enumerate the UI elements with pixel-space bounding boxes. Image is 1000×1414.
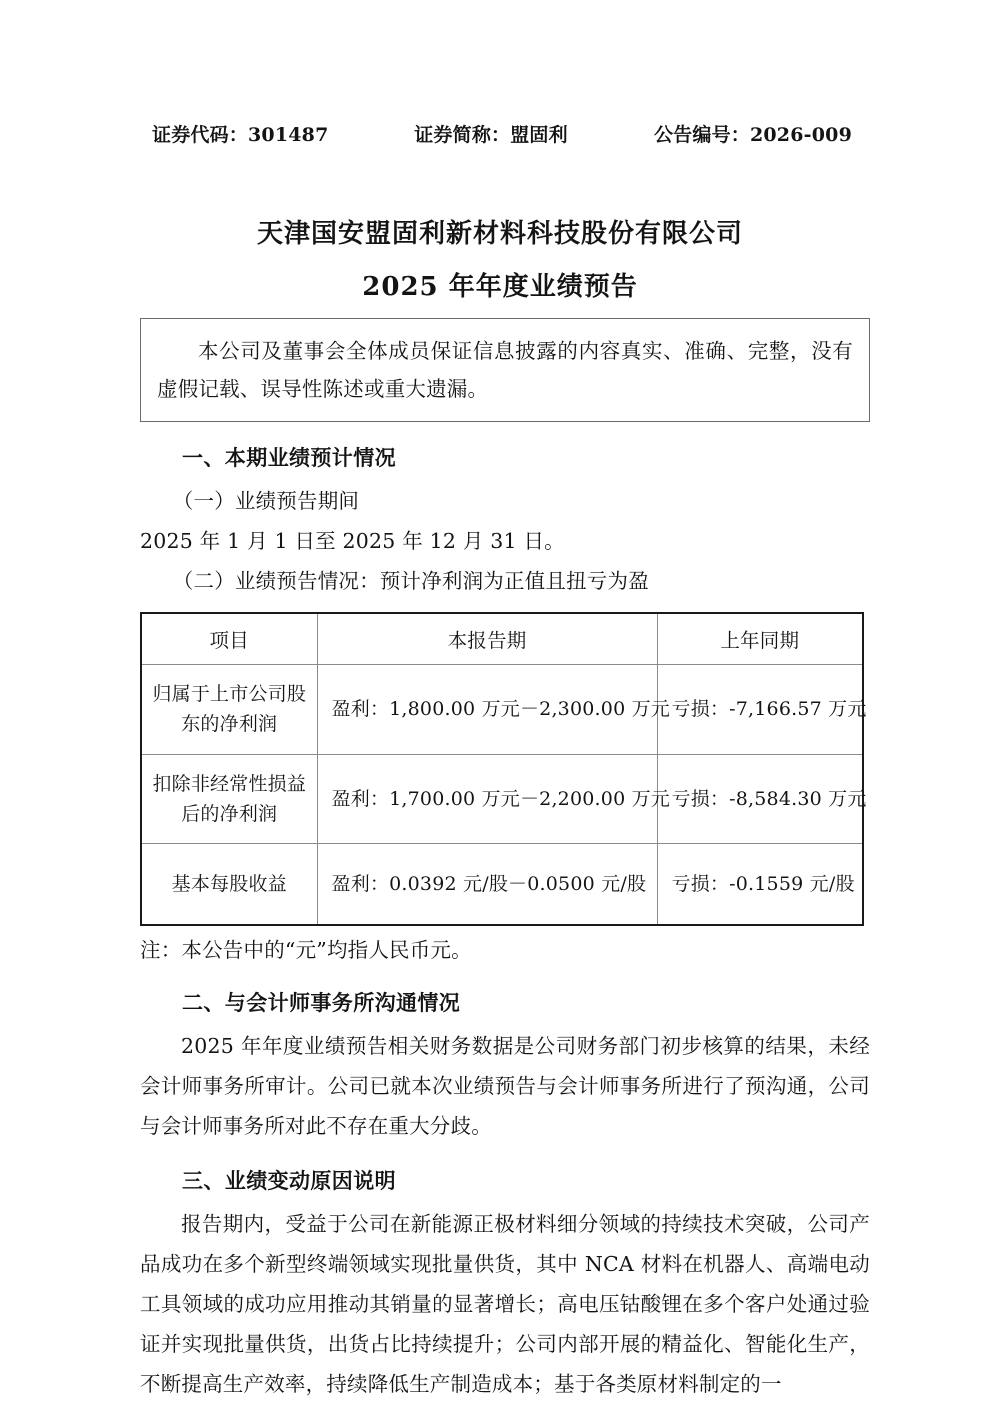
- row-label-net-profit: 归属于上市公司股东的净利润: [141, 664, 317, 754]
- financial-table-wrapper: [140, 612, 870, 927]
- document-header: [152, 120, 852, 147]
- row-label-basic-eps: 基本每股收益: [141, 844, 317, 926]
- forecast-period-text: 2025 年 1 月 1 日至 2025 年 12 月 31 日。: [140, 528, 565, 553]
- row-previous-deducted-net-profit: 亏损：-8,584.30 万元: [657, 754, 863, 844]
- title-block: [0, 218, 1000, 303]
- document-body: [140, 424, 870, 1405]
- row-previous-basic-eps: 亏损：-0.1559 元/股: [657, 844, 863, 926]
- document-title: 2025 年年度业绩预告: [362, 271, 638, 302]
- row-current-deducted-net-profit: 盈利：1,700.00 万元－2,200.00 万元: [317, 754, 657, 844]
- disclaimer-text: 本公司及董事会全体成员保证信息披露的内容真实、准确、完整，没有虚假记载、误导性陈述或重大遗漏。: [157, 339, 853, 401]
- row-current-basic-eps: 盈利：0.0392 元/股－0.0500 元/股: [317, 844, 657, 926]
- security-code: 证券代码：301487: [152, 124, 329, 146]
- table-note: 注：本公告中的“元”均指人民币元。: [140, 938, 472, 963]
- col-header-item: 项目: [141, 613, 317, 665]
- table-row: [141, 664, 863, 754]
- row-label-deducted-net-profit: 扣除非经常性损益后的净利润: [141, 754, 317, 844]
- table-row: [141, 844, 863, 926]
- section-heading-two: 二、与会计师事务所沟通情况: [182, 990, 461, 1016]
- col-header-prior-period: 上年同期: [657, 613, 863, 665]
- section-heading-one: 一、本期业绩预计情况: [182, 445, 396, 470]
- row-previous-net-profit: 亏损：-7,166.57 万元: [657, 664, 863, 754]
- section-heading-three: 三、业绩变动原因说明: [182, 1168, 396, 1194]
- disclaimer-box: [140, 318, 870, 422]
- financial-forecast-table: [140, 612, 867, 927]
- subsection-heading-one: （一）业绩预告期间: [172, 488, 360, 513]
- table-row: [141, 754, 863, 844]
- company-title: 天津国安盟固利新材料科技股份有限公司: [256, 219, 743, 249]
- row-current-net-profit: 盈利：1,800.00 万元－2,300.00 万元: [317, 664, 657, 754]
- subsection-heading-two: （二）业绩预告情况：预计净利润为正值且扭亏为盈: [172, 568, 649, 593]
- section-three-paragraph: 报告期内，受益于公司在新能源正极材料细分领域的持续技术突破，公司产品成功在多个新型终端领域实现批量供货，其中 NCA 材料在机器人、高端电动工具领域的成功应用推动其销量的显著增长；高电压钴酸锂在多个客户处通过验证并实现批量供货，出货占比持续提升；公司内部开展的精益化、智能化生产，不断提高生产效率，持续降低生产制造成本；基于各类原材料制定的一: [140, 1211, 870, 1396]
- security-short-name: 证券简称：盟固利: [414, 124, 568, 146]
- col-header-current-period: 本报告期: [317, 613, 657, 665]
- announcement-number: 公告编号：2026-009: [653, 124, 852, 146]
- section-two-paragraph: 2025 年年度业绩预告相关财务数据是公司财务部门初步核算的结果，未经会计师事务所审计。公司已就本次业绩预告与会计师事务所进行了预沟通，公司与会计师事务所对此不存在重大分歧。: [140, 1034, 870, 1139]
- table-header-row: [141, 613, 863, 665]
